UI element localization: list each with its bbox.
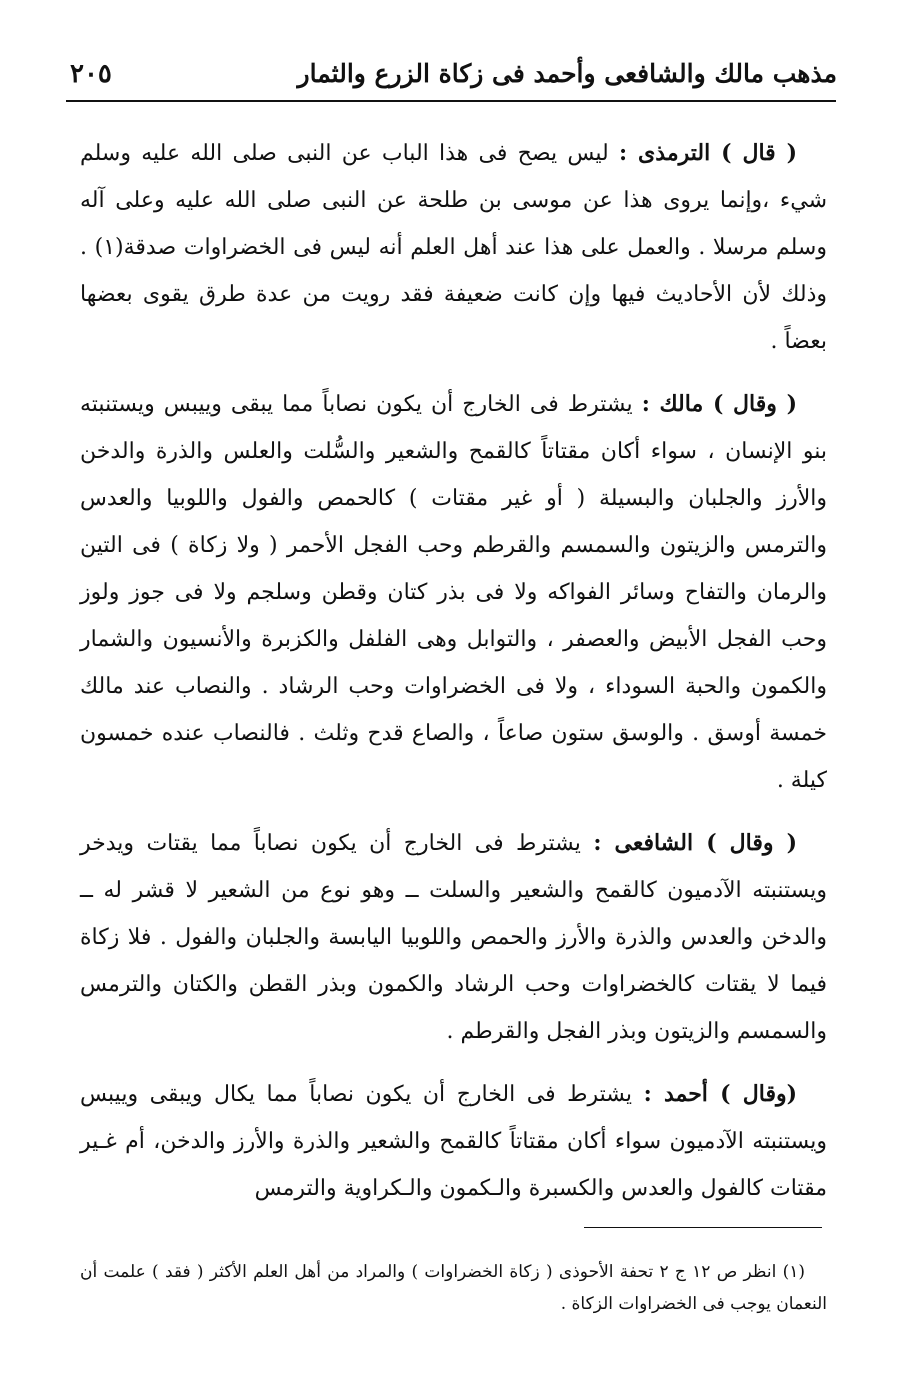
running-title: مذهب مالك والشافعى وأحمد فى زكاة الزرع والثمار — [297, 59, 837, 88]
speaker-label: ( وقال ) مالك : — [641, 391, 798, 417]
body-text — [80, 130, 827, 1228]
paragraph-text: يشترط فى الخارج أن يكون نصاباً مما يقتات ويدخر ويستنبته الآدميون كالقمح والشعير والسلت ــ وهو نوع من الشعير لا قشر له ــ والدخن والعدس والذرة والأرز والحمص واللوبيا اليابسة والجلبان والفول . فلا زكاة فيما لا يقتات كالخضراوات وحب الرشاد والكمون وبذر القطن والكتان والترمس والسمسم والزيتون وبذر الفجل والقرطم . — [80, 831, 827, 1044]
footnote-divider — [584, 1227, 822, 1228]
paragraph-shafii — [80, 820, 827, 1055]
speaker-label: ( وقال ) الشافعى : — [593, 830, 797, 856]
paragraph-text: ليس يصح فى هذا الباب عن النبى صلى الله عليه وسلم شيء ،وإنما يروى هذا عن موسى بن طلحة عن النبى صلى الله عليه وعلى آله وسلم مرسلا . والعمل على هذا عند أهل العلم أنه ليس فى الخضراوات صدقة(١) . وذلك لأن الأحاديث فيها وإن كانت ضعيفة فقد رويت من عدة طرق يقوى بعضها بعضاً . — [80, 141, 827, 354]
running-header — [70, 52, 837, 96]
paragraph-text: يشترط فى الخارج أن يكون نصاباً مما يبقى وييبس ويستنبته بنو الإنسان ، سواء أكان مقتاتاً كالقمح والشعير والسُّلت والعلس والذرة والدخن والأرز والجلبان والبسيلة ( أو غير مقتات ) كالحمص والفول واللوبيا والعدس والترمس والزيتون والسمسم والقرطم وحب الفجل الأحمر ( ولا زكاة ) فى التين والرمان والتفاح وسائر الفواكه ولا فى بذر كتان وقطن وسلجم ولا فى جوز ولوز وحب الفجل الأبيض والعصفر ، والتوابل وهى الفلفل والكزبرة والأنسيون والشمار والكمون والحبة السوداء ، ولا فى الخضراوات وحب الرشاد . والنصاب عند مالك خمسة أوسق . والوسق ستون صاعاً ، والصاع قدح وثلث . فالنصاب عنده خمسون كيلة . — [80, 392, 827, 793]
header-divider — [66, 100, 836, 102]
paragraph-malik — [80, 381, 827, 804]
paragraph-text: يشترط فى الخارج أن يكون نصاباً مما يكال ويبقى وييبس ويستنبته الآدميون سواء أكان مقتاتاً كالقمح والشعير والذرة والأرز والدخن، أم غـير مقتات كالفول والعدس والكسبرة والـكمون والـكراوية والترمس — [80, 1082, 827, 1201]
footnote-1: (١) انظر ص ١٢ ج ٢ تحفة الأحوذى ( زكاة الخضراوات ) والمراد من أهل العلم الأكثر ( فقد ) علمت أن النعمان يوجب فى الخضراوات الزكاة . — [80, 1262, 827, 1314]
paragraph-ahmad — [80, 1071, 827, 1212]
page-number: ٢٠٥ — [70, 59, 112, 89]
speaker-label: (وقال ) أحمد : — [643, 1081, 797, 1107]
speaker-label: ( قال ) الترمذى : — [619, 140, 797, 166]
footnotes — [80, 1256, 827, 1320]
paragraph-tirmidhi — [80, 130, 827, 365]
